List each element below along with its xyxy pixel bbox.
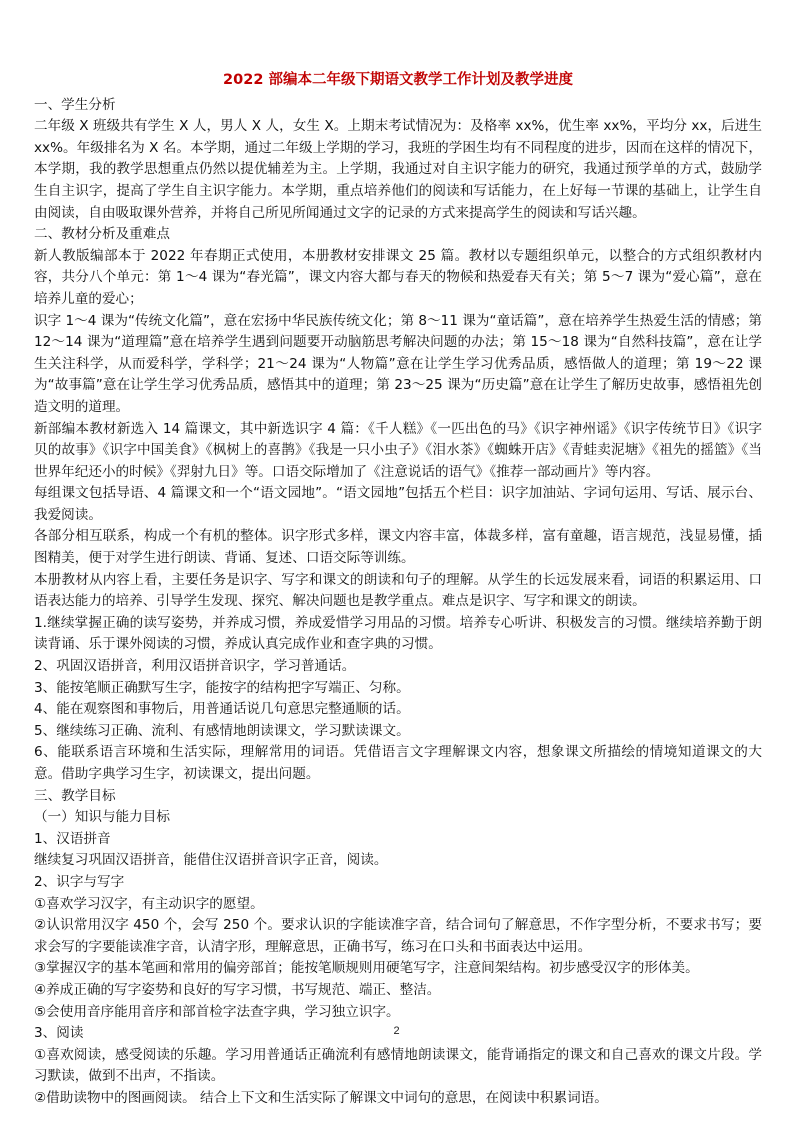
paragraph: 三、教学目标 <box>34 787 116 804</box>
paragraph: 继续复习巩固汉语拼音，能借住汉语拼音识字正音，阅读。 <box>34 852 388 869</box>
paragraph: ①喜欢学习汉字，有主动识字的愿望。 <box>34 895 264 912</box>
paragraph: ①喜欢阅读，感受阅读的乐趣。学习用普通话正确流利有感情地朗读课文，能背诵指定的课文和自己喜欢的课文片段。学习默读，做到不出声，不指读。 <box>34 1046 762 1085</box>
paragraph: 2、识字与写字 <box>34 873 125 890</box>
paragraph: （一）知识与能力目标 <box>34 809 170 826</box>
document-body <box>34 95 762 1110</box>
paragraph: 二、教材分析及重难点 <box>34 226 170 243</box>
paragraph: ②认识常用汉字 450 个，会写 250 个。要求认识的字能读准字音，结合词句了解意思，不作字型分析，不要求书写；要求会写的字要能读准字音，认清字形，理解意思，正确书写，练习在口头和书面表达中运用。 <box>34 917 762 955</box>
paragraph: 每组课文包括导语、4 篇课文和一个“语文园地”。“语文园地”包括五个栏目：识字加油站、字词句运用、写话、展示台、我爱阅读。 <box>34 485 762 523</box>
page-number: 2 <box>393 1025 400 1037</box>
paragraph: 2、巩固汉语拼音，利用汉语拼音识字，学习普通话。 <box>34 658 356 675</box>
paragraph: 新人教版编部本于 2022 年春期正式使用，本册教材安排课文 25 篇。教材以专题组织单元，以整合的方式组织教材内容，共分八个单元：第 1～4 课为“春光篇”，课文内容大都与春天的物候和热爱春天有关；第 5～7 课为“爱心篇”，意在培养儿童的爱心； <box>34 247 762 307</box>
paragraph: 本册教材从内容上看，主要任务是识字、写字和课文的朗读和句子的理解。从学生的长远发展来看，词语的积累运用、口语表达能力的培养、引导学生发现、探究、解决问题也是教学重点。难点是识字、写字和课文的朗读。 <box>34 571 762 610</box>
document-title: 2022 部编本二年级下期语文教学工作计划及教学进度 <box>223 72 573 88</box>
paragraph: ②借助读物中的图画阅读。 结合上下文和生活实际了解课文中词句的意思，在阅读中积累词语。 <box>34 1089 608 1106</box>
paragraph: ⑤会使用音序能用音序和部首检字法查字典，学习独立识字。 <box>34 1003 400 1020</box>
paragraph: 识字 1～4 课为“传统文化篇”，意在宏扬中华民族传统文化；第 8～11 课为“童话篇”，意在培养学生热爱生活的情感；第 12～14 课为“道理篇”意在培养学生遇到问题要开动脑筋思考解决问题的办法；第 15～18 课为“自然科技篇”，意在让学生关注科学，从而爱科学，学科学；21～24 课为“人物篇”意在让学生学习优秀品质，感悟做人的道理；第 19～22 课为“故事篇”意在让学生学习优秀品质，感悟其中的道理；第 23～25 课为“历史篇”意在让学生了解历史故事，感悟祖先创造文明的道理。 <box>34 312 762 415</box>
paragraph: ④养成正确的写字姿势和良好的写字习惯，书写规范、端正、整洁。 <box>34 981 441 998</box>
paragraph: 1、汉语拼音 <box>34 830 111 847</box>
paragraph: 6、能联系语言环境和生活实际，理解常用的词语。凭借语言文字理解课文内容，想象课文所描绘的情境知道课文的大意。借助字典学习生字，初读课文，提出问题。 <box>34 744 762 782</box>
paragraph: 5、继续练习正确、流利、有感情地朗读课文，学习默读课文。 <box>34 722 410 739</box>
paragraph: 新部编本教材新选入 14 篇课文，其中新选识字 4 篇：《千人糕》《一匹出色的马》《识字神州谣》《识字传统节日》《识字贝的故事》《识字中国美食》《枫树上的喜鹊》《我是一只小虫子》《泪水茶》《蜘蛛开店》《青蛙卖泥塘》《祖先的摇篮》《当世界年纪还小的时候》《羿射九日》等。口语交际增加了《注意说话的语气》《推荐一部动画片》等内容。 <box>34 420 762 480</box>
paragraph: 1.继续掌握正确的读写姿势，并养成习惯，养成爱惜学习用品的习惯。培养专心听讲、积极发言的习惯。继续培养勤于朗读背诵、乐于课外阅读的习惯，养成认真完成作业和查字典的习惯。 <box>34 614 762 653</box>
paragraph: 3、能按笔顺正确默写生字，能按字的结构把字写端正、匀称。 <box>34 679 410 696</box>
paragraph: 各部分相互联系，构成一个有机的整体。识字形式多样，课文内容丰富，体裁多样，富有童趣，语言规范，浅显易懂，插图精美，便于对学生进行朗读、背诵、复述、口语交际等训练。 <box>34 528 762 567</box>
paragraph: ③掌握汉字的基本笔画和常用的偏旁部首；能按笔顺规则用硬笔写字，注意间架结构。初步感受汉字的形体美。 <box>34 960 699 977</box>
paragraph: 一、学生分析 <box>34 96 116 113</box>
paragraph: 3、阅读 <box>34 1025 84 1042</box>
paragraph: 二年级 X 班级共有学生 X 人，男人 X 人，女生 X。上期末考试情况为：及格率 xx%，优生率 xx%，平均分 xx，后进生 xx%。年级排名为 X 名。本学期，通过二年级上学期的学习，我班的学困生均有不同程度的进步，因而在这样的情况下，本学期，我的教学思想重点仍然以提优辅差为主。上学期，我通过对自主识字能力的研究，我通过预学单的方式，鼓励学生自主识字，提高了学生自主识字能力。本学期，重点培养他们的阅读和写话能力，在上好每一节课的基础上，让学生自由阅读，自由吸取课外营养，并将自己所见所闻通过文字的记录的方式来提高学生的阅读和写话兴趣。 <box>34 118 762 221</box>
paragraph: 4、能在观察图和事物后，用普通话说几句意思完整通顺的话。 <box>34 701 410 718</box>
document-page <box>34 70 762 1110</box>
